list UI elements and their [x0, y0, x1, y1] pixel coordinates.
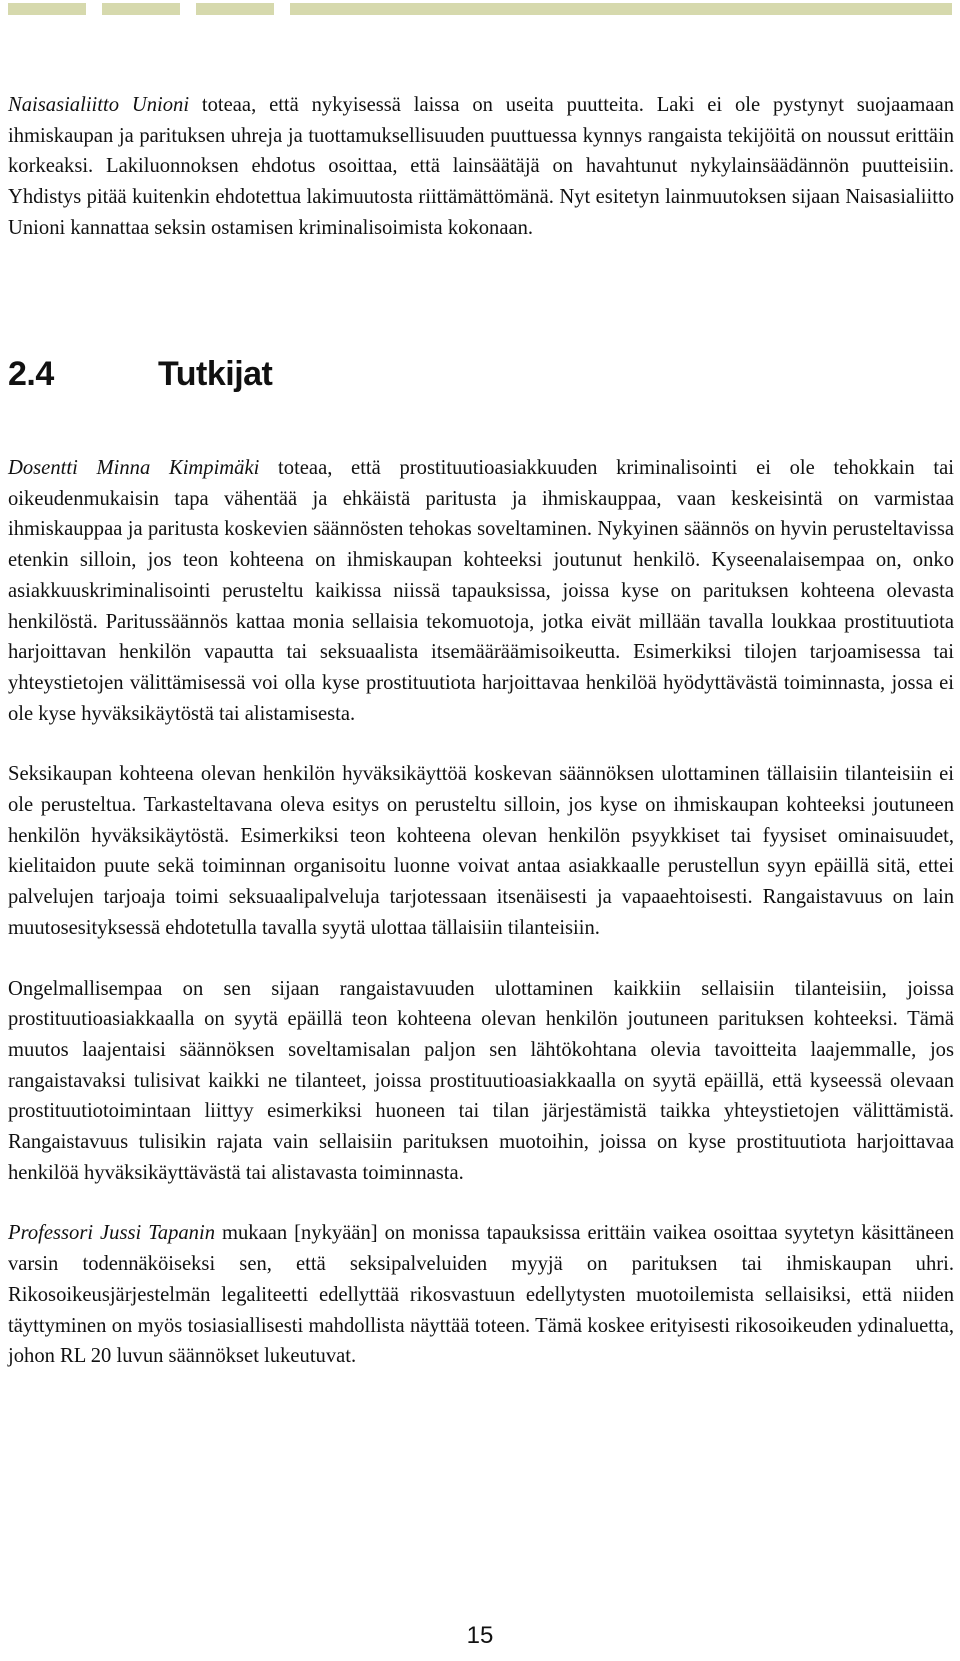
paragraph-lead: Naisasialiitto Unioni	[8, 94, 190, 116]
header-bar	[290, 3, 952, 15]
paragraph-text: mukaan [nykyään] on monissa tapauksissa erittäin vaikea osoittaa syytetyn käsittäneen varsin todennäköiseksi sen, että seksipalveluiden myyjä on parituksen tai ihmiskaupan uhri. Rikosoikeusjärjestelmän legaliteetti edellyttää rikosvastuun edellytysten muotoilemista sellaisiksi, että niiden täyttyminen on myös tosiasiallisesti mahdollista näyttää toteen. Tämä koskee erityisesti rikosoikeuden ydinaluetta, johon RL 20 luvun säännökset lukeutuvat.	[8, 1222, 954, 1368]
paragraph-kimpimaki	[8, 453, 954, 729]
paragraph-ongelmallisempaa: Ongelmallisempaa on sen sijaan rangaistavuuden ulottaminen kaikkiin sellaisiin tilanteisiin, joissa prostituutioasiakkaalla on syytä epäillä teon kohteena olevan henkilön joutuneen parituksen kohteeksi. Tämä muutos laajentaisi säännöksen soveltamisalan paljon sen lähtökohtana olevia tavoitteita laajemmalle, jos rangaistavaksi tulisivat kaikki ne tilanteet, joissa prostituutioasiakkaalla on syytä epäillä, että kyseessä olevaan prostituutiotoimintaan liittyy esimerkiksi huoneen tai tilan järjestämistä taikka yhteystietojen välittämistä. Rangaistavuus tulisikin rajata vain sellaisiin parituksen muotoihin, joissa on kyse prostituutiota harjoittavaa henkilöä hyväksikäyttävästä tai alistavasta toiminnasta.	[8, 977, 954, 1184]
header-bar	[196, 3, 274, 15]
section-heading	[8, 355, 272, 394]
header-bar	[102, 3, 180, 15]
section-title: Tutkijat	[158, 355, 273, 393]
paragraph-tapani	[8, 1218, 954, 1372]
section-body	[8, 453, 954, 1372]
paragraph-naisasialiitto	[8, 90, 954, 244]
paragraph-seksikauppa: Seksikaupan kohteena olevan henkilön hyväksikäyttöä koskevan säännöksen ulottaminen tällaisiin tilanteisiin ei ole perusteltua. Tarkasteltavana oleva esitys on perusteltu silloin, jos kyse on ihmiskaupan kohteeksi joutuneen henkilön hyväksikäytöstä. Esimerkiksi teon kohteena olevan henkilön psyykkiset tai fyysiset ominaisuudet, kielitaidon puute sekä toiminnan organisoitu luonne voivat antaa asiakkaalle perustellun syyn epäillä sitä, ettei palvelujen tarjoaja toimi seksuaalipalveluja tarjotessaan itsenäisesti ja vapaaehtoisesti. Rangaistavuus on lain muutosesityksessä ehdotetulla tavalla syytä ulottaa tällaisiin tilanteisiin.	[8, 763, 954, 939]
page-number: 15	[466, 1622, 494, 1649]
paragraph-text: toteaa, että nykyisessä laissa on useita puutteita. Laki ei ole pystynyt suojaamaan ihmiskaupan ja parituksen uhreja ja tuottamuksellisuuden puuttuessa kynnys rangaista tekijöitä on noussut erittäin korkeaksi. Lakiluonnoksen ehdotus osoittaa, että lainsäätäjä on havahtunut nykylainsäädännön puutteisiin. Yhdistys pitää kuitenkin ehdotettua lakimuutosta riittämättömänä. Nyt esitetyn lainmuutoksen sijaan Naisasialiitto Unioni kannattaa seksin ostamisen kriminalisoimista kokonaan.	[8, 94, 955, 239]
header-bar	[8, 3, 86, 15]
paragraph-text: toteaa, että prostituutioasiakkuuden kriminalisointi ei ole tehokkain tai oikeudenmukaisin tapa vähentää ja ehkäistä paritusta ja ihmiskauppaa, vaan keskeisintä on varmistaa ihmiskauppaa ja paritusta koskevien säännösten tehokas soveltaminen. Nykyinen säännös on hyvin perusteltavissa etenkin silloin, jos teon kohteena on ihmiskaupan kohteeksi joutunut henkilö. Kyseenalaisempaa on, onko asiakkuuskriminalisointi perusteltu kaikissa niissä tapauksissa, joissa kyse on parituksen kohteena olevasta henkilöstä. Paritussäännös kattaa monia sellaisia tekomuotoja, jotka eivät millään tavalla loukkaa prostituutiota harjoittavan henkilön vapautta tai seksuaalista itsemääräämisoikeutta. Esimerkiksi tilojen tarjoamisessa tai yhteystietojen välittämisessä voi olla kyse prostituutiota harjoittavaa henkilöä hyödyttävästä toiminnasta, jossa ei ole kyse hyväksikäytöstä tai alistamisesta.	[8, 457, 954, 725]
paragraph-lead: Dosentti Minna Kimpimäki	[8, 457, 260, 479]
section-number: 2.4	[8, 355, 54, 393]
intro-block	[8, 90, 954, 244]
paragraph-lead: Professori Jussi Tapanin	[8, 1222, 215, 1245]
